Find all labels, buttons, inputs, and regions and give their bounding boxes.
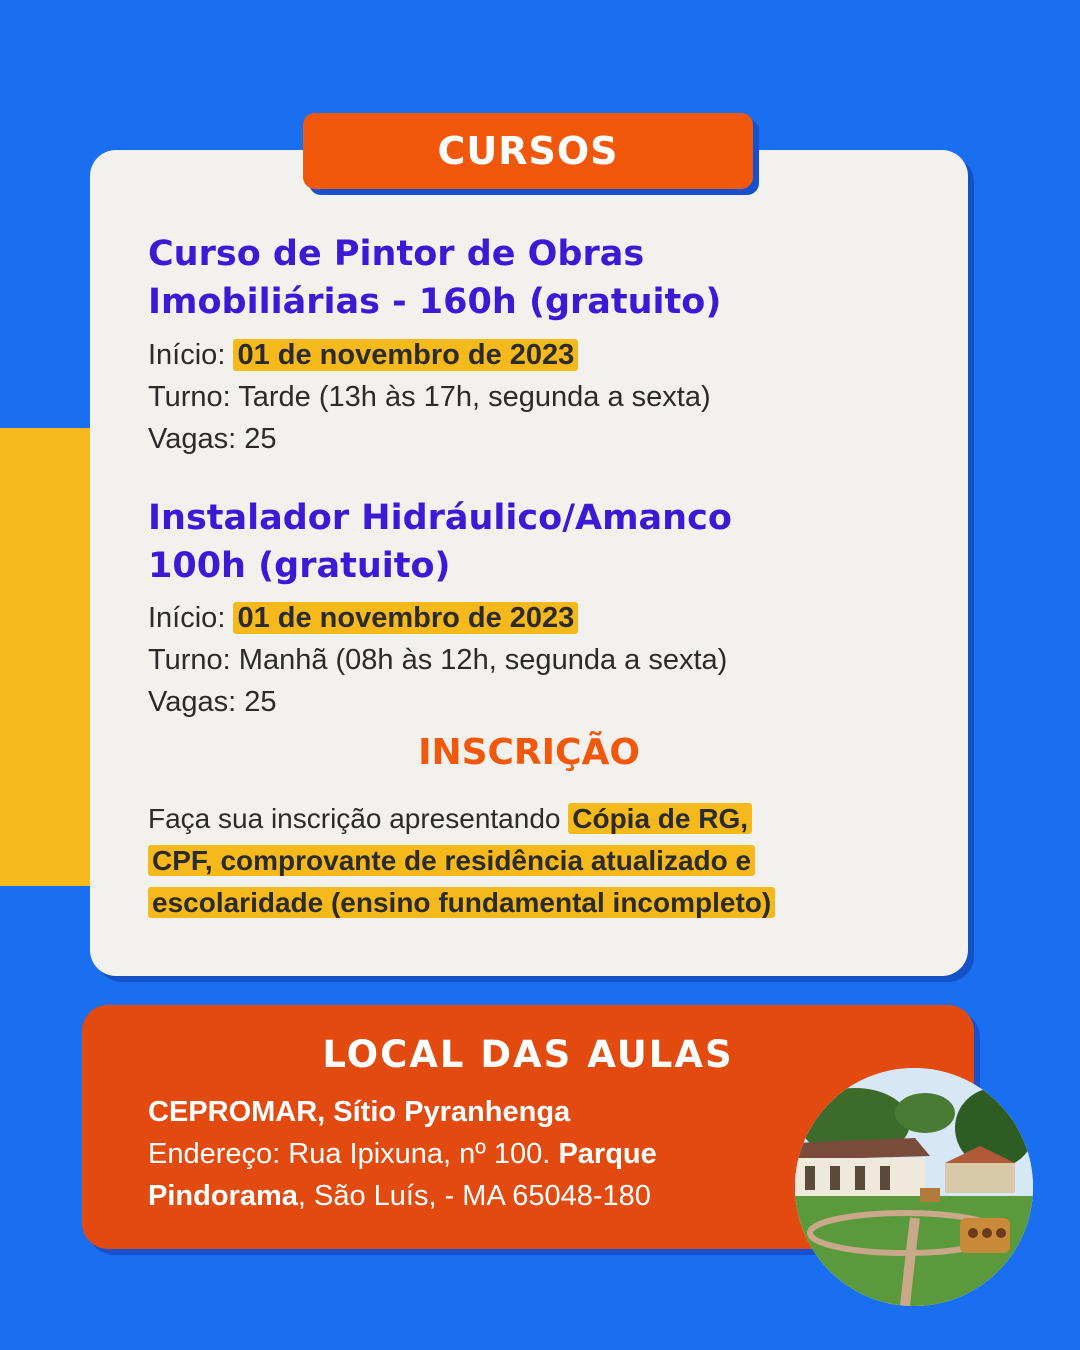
- registration-doc-1: Cópia de RG,: [568, 803, 752, 834]
- course-1-shift: Turno: Tarde (13h às 17h, segunda a sexta): [148, 381, 711, 413]
- course-1-slots: Vagas: 25: [148, 423, 277, 455]
- course-2-details: [148, 597, 727, 723]
- courses-tag: [303, 113, 753, 189]
- registration-text: Faça sua inscrição apresentando Cópia de RG, CPF, comprovante de residência atualizado e escolaridade (ensino fundamental incompleto): [148, 798, 888, 924]
- location-title: LOCAL DAS AULAS: [322, 1033, 734, 1076]
- location-place: CEPROMAR, Sítio Pyranhenga: [148, 1096, 571, 1128]
- course-1-details: [148, 334, 711, 460]
- course-2-slots: Vagas: 25: [148, 686, 277, 718]
- location-address-line1: Endereço: Rua Ipixuna, nº 100. Parque: [148, 1138, 657, 1170]
- course-1-start: Início: 01 de novembro de 2023: [148, 334, 711, 376]
- location-text: [148, 1091, 657, 1217]
- yellow-decor-strip: [0, 428, 92, 886]
- course-2-start-date: 01 de novembro de 2023: [233, 602, 578, 634]
- venue-illustration: [795, 1068, 1033, 1306]
- registration-title: INSCRIÇÃO: [418, 732, 640, 773]
- registration-doc-2: CPF, comprovante de residência atualizado e: [148, 845, 755, 876]
- course-title-1: Curso de Pintor de Obras Imobiliárias - 160h (gratuito): [148, 234, 722, 322]
- registration-doc-3: escolaridade (ensino fundamental incompleto): [148, 887, 775, 918]
- course-1-start-date: 01 de novembro de 2023: [233, 339, 578, 371]
- course-2-shift: Turno: Manhã (08h às 12h, segunda a sexta): [148, 644, 728, 676]
- venue-photo: [795, 1068, 1033, 1306]
- course-2-start: Início: 01 de novembro de 2023: [148, 597, 727, 639]
- courses-tag-label: CURSOS: [437, 129, 619, 173]
- course-title-2: Instalador Hidráulico/Amanco 100h (gratuito): [148, 498, 732, 586]
- location-address-line2: Pindorama, São Luís, - MA 65048-180: [148, 1180, 651, 1212]
